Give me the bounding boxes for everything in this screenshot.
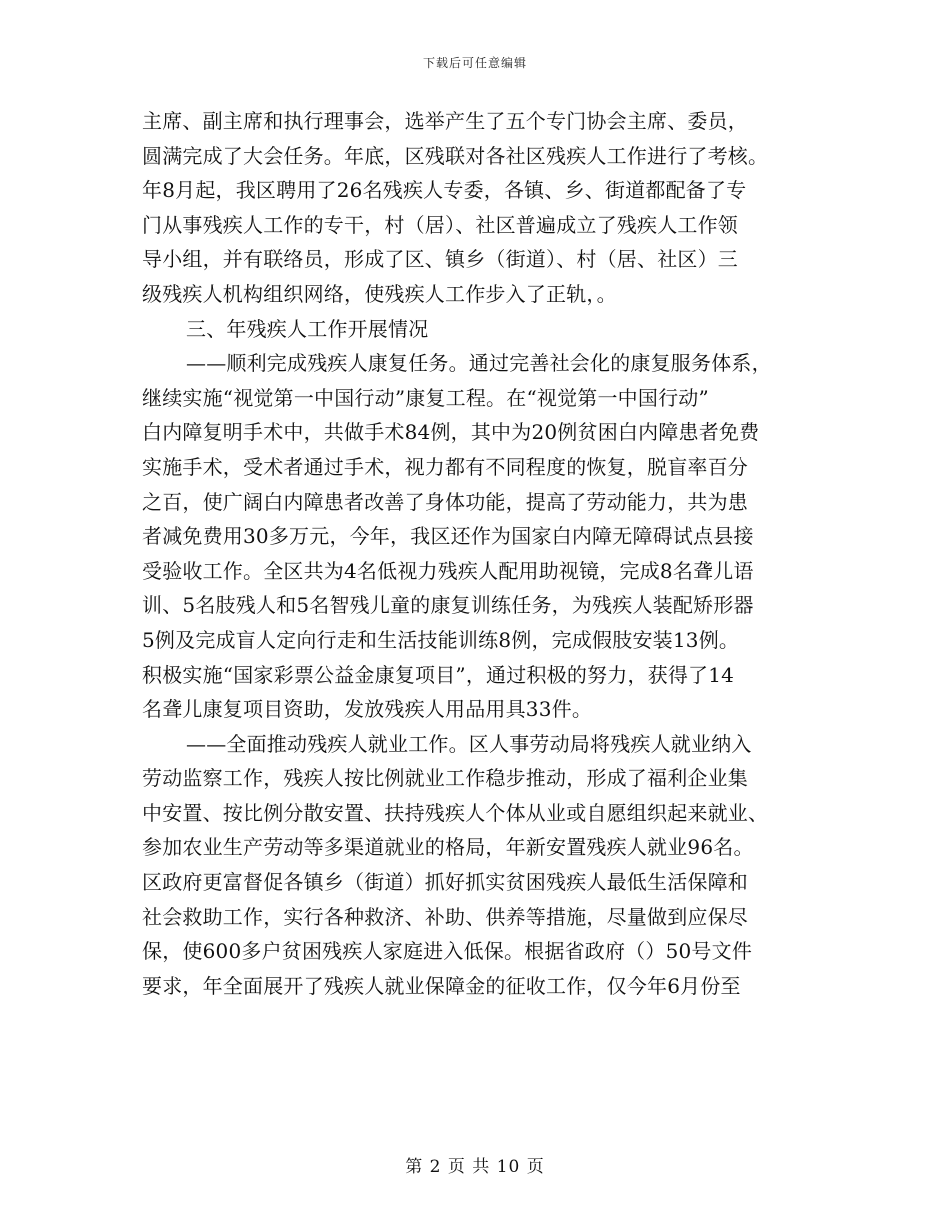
text-line: 实施手术，受术者通过手术，视力都有不同程度的恢复，脱盲率百分 [142, 454, 748, 479]
paragraph-start: ——顺利完成残疾人康复任务。通过完善社会化的康复服务体系， [186, 351, 772, 376]
text-line: 参加农业生产劳动等多渠道就业的格局，年新安置残疾人就业96名。 [142, 835, 754, 860]
page-footer: 第 2 页 共 10 页 [405, 1157, 545, 1177]
text-line: 年8月起，我区聘用了26名残疾人专委，各镇、乡、街道都配备了专 [142, 178, 747, 203]
text-line: 圆满完成了大会任务。年底，区残联对各社区残疾人工作进行了考核。 [142, 143, 769, 168]
text-line: 继续实施“视觉第一中国行动”康复工程。在“视觉第一中国行动” [142, 385, 709, 410]
text-line: 级残疾人机构组织网络，使残疾人工作步入了正轨，。 [142, 281, 617, 306]
text-line: 劳动监察工作，残疾人按比例就业工作稳步推动，形成了福利企业集 [142, 766, 748, 791]
section-heading: 三、年残疾人工作开展情况 [186, 316, 429, 341]
text-line: 白内障复明手术中，共做手术84例，其中为20例贫困白内障患者免费 [142, 420, 760, 445]
text-line: 积极实施“国家彩票公益金康复项目”，通过积极的努力，获得了14 [142, 662, 735, 687]
text-line: 受验收工作。全区共为4名低视力残疾人配用助视镜，完成8名聋儿语 [142, 558, 754, 583]
document-body [142, 104, 822, 1003]
text-line: 训、5名肢残人和5名智残儿童的康复训练任务，为残疾人装配矫形器 [142, 593, 754, 618]
text-line: 保，使600多户贫困残疾人家庭进入低保。根据省政府（）50号文件 [142, 939, 753, 964]
text-line: 社会救助工作，实行各种救济、补助、供养等措施，尽量做到应保尽 [142, 904, 748, 929]
text-line: 5例及完成盲人定向行走和生活技能训练8例，完成假肢安装13例。 [142, 627, 740, 652]
text-line: 名聋儿康复项目资助，发放残疾人用品用具33件。 [142, 697, 593, 722]
text-line: 主席、副主席和执行理事会，选举产生了五个专门协会主席、委员， [142, 109, 748, 133]
text-line: 者减免费用30多万元，今年，我区还作为国家白内障无障碍试点县接 [142, 524, 754, 549]
paragraph-start: ——全面推动残疾人就业工作。区人事劳动局将残疾人就业纳入 [186, 731, 752, 756]
text-line: 中安置、按比例分散安置、扶持残疾人个体从业或自愿组织起来就业、 [142, 800, 769, 825]
text-line: 导小组，并有联络员，形成了区、镇乡（街道）、村（居、社区）三 [142, 247, 738, 272]
text-line: 要求，年全面展开了残疾人就业保障金的征收工作，仅今年6月份至 [142, 973, 741, 998]
text-line: 门从事残疾人工作的专干，村（居）、社区普遍成立了残疾人工作领 [142, 212, 738, 237]
text-line: 之百，使广阔白内障患者改善了身体功能，提高了劳动能力，共为患 [142, 489, 748, 514]
page-header: 下载后可任意编辑 [422, 56, 527, 70]
text-line: 区政府更富督促各镇乡（街道）抓好抓实贫困残疾人最低生活保障和 [142, 870, 748, 895]
